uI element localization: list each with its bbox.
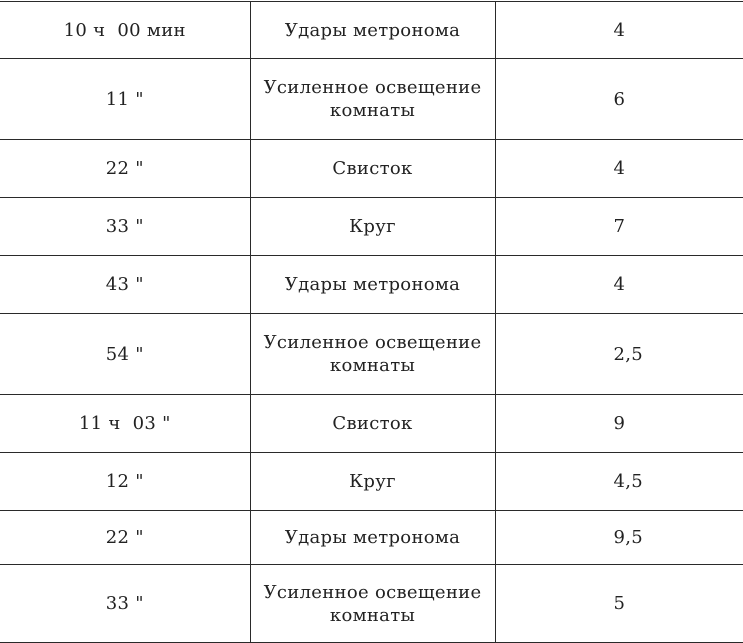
time-cell: 10 ч 00 мин bbox=[0, 2, 250, 59]
value-cell: 4,5 bbox=[495, 453, 743, 511]
value-cell: 6 bbox=[495, 59, 743, 140]
value-cell: 4 bbox=[495, 140, 743, 198]
table-row bbox=[0, 2, 743, 59]
time-cell: 33 " bbox=[0, 198, 250, 256]
table-row bbox=[0, 198, 743, 256]
value-cell: 7 bbox=[495, 198, 743, 256]
stimulus-cell: Свисток bbox=[250, 140, 495, 198]
table-row bbox=[0, 453, 743, 511]
value-cell: 2,5 bbox=[495, 314, 743, 395]
stimulus-cell: Усиленное освещение комнаты bbox=[250, 314, 495, 395]
stimulus-cell: Свисток bbox=[250, 395, 495, 453]
time-cell: 22 " bbox=[0, 511, 250, 565]
value-cell: 4 bbox=[495, 256, 743, 314]
stimulus-cell: Удары метронома bbox=[250, 2, 495, 59]
time-cell: 11 " bbox=[0, 59, 250, 140]
time-cell: 33 " bbox=[0, 565, 250, 643]
table-row bbox=[0, 565, 743, 643]
stimulus-cell: Усиленное освещение комнаты bbox=[250, 565, 495, 643]
time-cell: 43 " bbox=[0, 256, 250, 314]
table-row bbox=[0, 314, 743, 395]
value-cell: 4 bbox=[495, 2, 743, 59]
time-cell: 11 ч 03 " bbox=[0, 395, 250, 453]
value-cell: 9,5 bbox=[495, 511, 743, 565]
value-cell: 5 bbox=[495, 565, 743, 643]
time-cell: 22 " bbox=[0, 140, 250, 198]
stimulus-cell: Круг bbox=[250, 198, 495, 256]
time-cell: 12 " bbox=[0, 453, 250, 511]
stimulus-cell: Усиленное освещение комнаты bbox=[250, 59, 495, 140]
time-cell: 54 " bbox=[0, 314, 250, 395]
stimulus-cell: Круг bbox=[250, 453, 495, 511]
table-row bbox=[0, 59, 743, 140]
table-row bbox=[0, 395, 743, 453]
stimulus-cell: Удары метронома bbox=[250, 511, 495, 565]
table-row bbox=[0, 511, 743, 565]
table-row bbox=[0, 256, 743, 314]
table-row bbox=[0, 140, 743, 198]
value-cell: 9 bbox=[495, 395, 743, 453]
data-table bbox=[0, 1, 743, 643]
stimulus-cell: Удары метронома bbox=[250, 256, 495, 314]
